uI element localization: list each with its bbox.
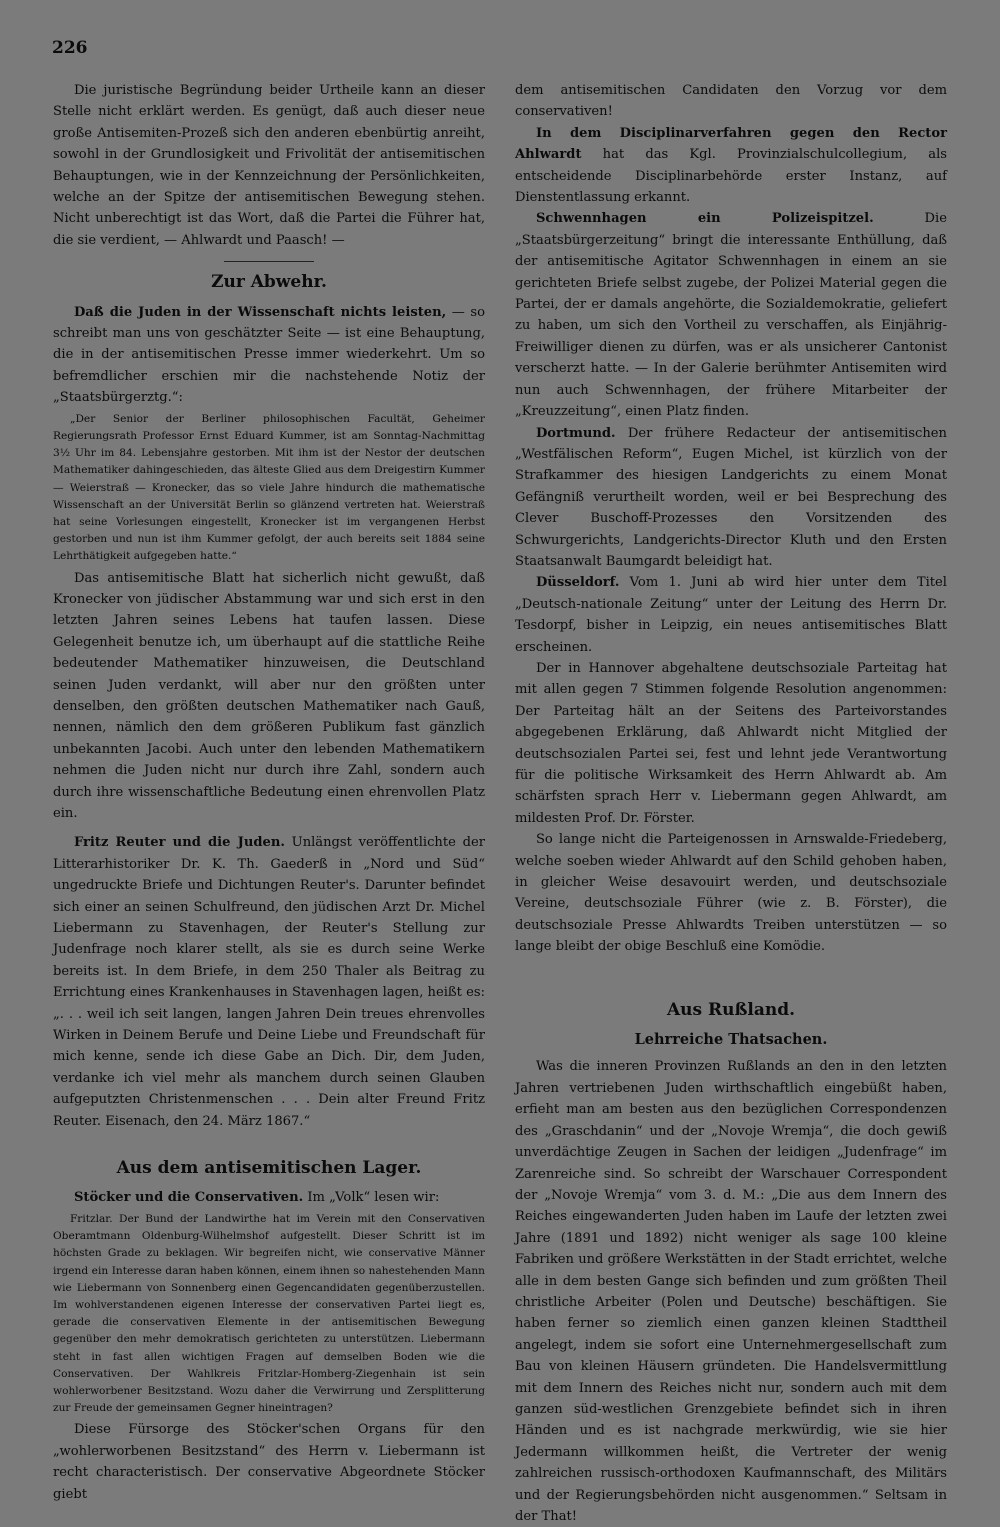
section-title-aus-russland: Aus Rußland. bbox=[666, 999, 796, 1020]
paragraph-verdict: Die juristische Begründung beider Urtheile kann an dieser Stelle nicht erklärt werden. Es genügt, daß auch dieser neue große Antisemiten-Prozeß sich den anderen ebenbürtig anreiht, sowohl in der Grundlosigkeit und Frivolität der antisemitischen Behauptungen, wie in der Kennzeichnung der Persönlichkeiten, welche an der Spitze der antisemitischen Bewegung stehen. Nicht unberechtigt ist das Wort, daß die Partei die Führer hat, die sie verdient, — Ahlwardt und Paasch! — bbox=[53, 83, 485, 248]
paragraph-schwennhagen bbox=[515, 208, 947, 422]
paragraph-lead: Düsseldorf. bbox=[535, 575, 620, 591]
quote-kummer-obituary: „Der Senior der Berliner philosophischen Facultät, Geheimer Regierungsrath Professor Ernst Eduard Kummer, ist am Sonntag-Nachmittag 3½ Uhr im 84. Lebensjahre gestorben. Mit ihm ist der Nestor der deutschen Mathematiker dahingeschieden, das älteste Glied aus dem Dreigestirn Kummer — Weierstraß — Kronecker, das so viele Jahre hindurch die mathematische Wissenschaft an der Universität Berlin so glänzend vertreten hat. Weierstraß hat seine Vorlesungen eingestellt, Kronecker ist im vergangenen Herbst gestorben und nun ist ihm Kummer gefolgt, der auch bereits seit 1884 seine Lehrthätigkeit aufgegeben hatte.“ bbox=[53, 412, 485, 563]
paragraph-lead: Schwennhagen ein Polizeispitzel. bbox=[535, 211, 874, 227]
paragraph-body: hat das Kgl. Provinzialschulcollegium, als entscheidende Disciplinarbehörde erster Instanz, auf Dienstentlassung erkannt. bbox=[515, 147, 947, 206]
paragraph-lead: Fritz Reuter und die Juden. bbox=[73, 835, 285, 851]
section-title-zur-abwehr: Zur Abwehr. bbox=[211, 272, 327, 293]
paragraph-body: Unlängst veröffentlichte der Litterarhistoriker Dr. K. Th. Gaederß in „Nord und Süd“ ungedruckte Briefe und Dichtungen Reuter's. Darunter befindet sich einer an seinen Schulfreund, den jüdischen Arzt Dr. Michel Liebermann zu Stavenhagen, der Reuter's Stellung zur Judenfrage noch klarer stellt, als sie es durch seine Werke bereits ist. In dem Briefe, in dem 250 Thaler als Beitrag zu Errichtung eines Krankenhauses in Stavenhagen lagen, heißt es: „. . . weil ich seit langen, langen Jahren Dein treues ehrenvolles Wirken in Deinem Berufe und Deine Liebe und Freundschaft für mich kenne, sende ich diese Gabe an Dich. Dir, dem Juden, verdanke ich viel mehr als manchem durch seinen Glauben aufgeputzten Christenmenschen . . . Dein alter Freund Fritz Reuter. Eisenach, den 24. März 1867.“ bbox=[53, 835, 485, 1129]
paragraph-parteitag: Der in Hannover abgehaltene deutschsoziale Parteitag hat mit allen gegen 7 Stimmen folgende Resolution angenommen: Der Parteitag hält an der Seitens des Parteivorstandes abgegebenen Erklärung, daß Ahlwardt nicht Mitglied der deutschsozialen Partei sei, fest und lehnt jede Verantwortung für die politische Wirksamkeit des Herrn Ahlwardt ab. Am schärfsten sprach Herr v. Liebermann gegen Ahlwardt, am mildesten Prof. Dr. Förster. bbox=[515, 660, 947, 826]
paragraph-body: Der frühere Redacteur der antisemitischen „Westfälischen Reform“, Eugen Michel, ist kürzlich von der Strafkammer des hiesigen Landgerichts zu einem Monat Gefängniß verurtheilt worden, weil er bei Besprechung des Clever Buschoff-Prozesses den Vorsitzenden des Schwurgerichts, Landgerichts-Director Kluth und den Ersten Staatsanwalt Baumgardt beleidigt hat. bbox=[515, 425, 947, 569]
section-title-antisemitisches-lager: Aus dem antisemitischen Lager. bbox=[116, 1158, 422, 1179]
paragraph-lead: Dortmund. bbox=[535, 425, 616, 441]
page-number: 226 bbox=[52, 38, 88, 58]
paragraph-body: Vom 1. Juni ab wird hier unter dem Titel „Deutsch-nationale Zeitung“ unter der Leitung des Herrn Dr. Tesdorpf, bisher in Leipzig, ein neues antisemitisches Blatt erscheinen. bbox=[515, 575, 947, 655]
paragraph-continuation: dem antisemitischen Candidaten den Vorzug vor dem conservativen! bbox=[515, 83, 947, 120]
paragraph-lead: In dem Disciplinarverfahren gegen den Rector Ahlwardt bbox=[515, 125, 947, 163]
paragraph-fuersorge: Diese Fürsorge des Stöcker'schen Organs für den „wohlerworbenen Besitzstand“ des Herrn v. Liebermann ist recht characteristisch. Der conservative Abgeordnete Stöcker giebt bbox=[53, 1422, 485, 1502]
section-divider bbox=[224, 261, 314, 262]
paragraph-wissenschaft bbox=[53, 302, 485, 409]
paragraph-body: — so schreibt man uns von geschätzter Seite — ist eine Behauptung, die in der antisemitischen Presse immer wiederkehrt. Um so befremdlicher erschien mir die nachstehende Notiz der „Staatsbürgerztg.“: bbox=[53, 304, 485, 406]
paragraph-kronecker: Das antisemitische Blatt hat sicherlich nicht gewußt, daß Kronecker von jüdischer Abstammung war und sich erst in den letzten Jahren seines Lebens hat taufen lassen. Diese Gelegenheit benutze ich, um überhaupt auf die stattliche Reihe bedeutender Mathematiker hinzuweisen, die Deutschland seinen Juden verdankt, will aber nur den größten unter denselben, den größten deutschen Mathematiker nach Gauß, nennen, nämlich den dem größeren Publikum fast gänzlich unbekannten Jacobi. Auch unter den lebenden Mathematikern nehmen die Juden nicht nur durch ihre Zahl, sondern auch durch ihre wissenschaftliche Bedeutung einen ehrenvollen Platz ein. bbox=[53, 570, 485, 821]
right-column bbox=[515, 80, 947, 1527]
paragraph-body: Im „Volk“ lesen wir: bbox=[303, 1190, 440, 1206]
paragraph-fritz-reuter bbox=[53, 832, 485, 1132]
paragraph-body: Die „Staatsbürgerzeitung“ bringt die interessante Enthüllung, daß der antisemitische Agitator Schwennhagen in einem an sie gerichteten Briefe selbst zugebe, der Polizei Material gegen die Partei, der er damals angehörte, die Sozialdemokratie, geliefert zu haben, um sich den Vortheil zu verschaffen, als Einjährig-Freiwilliger dienen zu dürfen, was er als unsicherer Cantonist verscherzt hatte. — In der Galerie berühmter Antisemiten wird nun auch Schwennhagen, der frühere Mitarbeiter der „Kreuzzeitung“, einen Platz finden. bbox=[515, 211, 947, 420]
paragraph-lead: Daß die Juden in der Wissenschaft nichts leisten, bbox=[73, 304, 447, 320]
paragraph-arnswalde: So lange nicht die Parteigenossen in Arnswalde-Friedeberg, welche soeben wieder Ahlwardt auf den Schild gehoben haben, in gleicher Weise desavouirt werden, und deutschsoziale Vereine, deutschsoziale Führer (wie z. B. Förster), die deutschsoziale Presse Ahlwardts Treiben unterstützen — so lange bleibt der obige Beschluß eine Komödie. bbox=[515, 832, 947, 955]
paragraph-dortmund bbox=[515, 423, 947, 573]
left-column bbox=[53, 80, 485, 1505]
paragraph-stoecker bbox=[53, 1187, 485, 1208]
paragraph-russland: Was die inneren Provinzen Rußlands an den in den letzten Jahren vertriebenen Juden wirthschaftlich eingebüßt haben, erfieht man am besten aus den bezüglichen Correspondenzen des „Graschdanin“ und der „Novoje Wremja“, die doch gewiß unverdächtige Zeugen in Sachen der leidigen „Judenfrage“ im Zarenreiche sind. So schreibt der Warschauer Correspondent der „Novoje Wremja“ vom 3. d. M.: „Die aus dem Innern des Reiches eingewanderten Juden haben im Laufe der letzten zwei Jahre (1891 und 1892) nicht weniger als sage 100 kleine Fabriken und größere Werkstätten in der Stadt errichtet, welche alle in dem besten Gange sich befinden und zum größten Theil christliche Arbeiter (Polen und Deutsche) beschäftigen. Sie haben ferner so ziemlich einen ganzen kleinen Stadttheil angelegt, indem sie sofort eine Unternehmergesellschaft zum Bau von kleinen Häusern gründeten. Die Handelsvermittlung mit dem Innern des Reiches nicht nur, sondern auch mit dem ganzen süd-westlichen Grenzgebiete befindet sich in ihren Händen und es ist nachgrade merkwürdig, wie sie hier Jedermann willkommen heißt, die Vertreter der wenig zahlreichen russisch-orthodoxen Kaufmannschaft, des Militärs und der Regierungsbehörden nicht ausgenommen.“ Seltsam in der That! bbox=[515, 1059, 947, 1524]
section-subtitle: Lehrreiche Thatsachen. bbox=[634, 1031, 828, 1049]
paragraph-ahlwardt-discipline bbox=[515, 123, 947, 209]
quote-fritzlar: Fritzlar. Der Bund der Landwirthe hat im Verein mit den Conservativen Oberamtmann Oldenburg-Wilhelmshof aufgestellt. Dieser Schritt ist im höchsten Grade zu beklagen. Wir begreifen nicht, wie conservative Männer irgend ein Interesse daran haben können, einem ihnen so nahestehenden Mann wie Liebermann von Sonnenberg einen Gegencandidaten gegenüberzustellen. Im wohlverstandenen eigenen Interesse der conservativen Partei liegt es, gerade die conservativen Elemente in der antisemitischen Bewegung gegenüber den mehr demokratisch gerichteten zu unterstützen. Liebermann steht in fast allen wichtigen Fragen auf demselben Boden wie die Conservativen. Der Wahlkreis Fritzlar-Homberg-Ziegenhain ist sein wohlerworbener Besitzstand. Wozu daher die Verwirrung und Zersplitterung zur Freude der gemeinsamen Gegner hineintragen? bbox=[53, 1212, 485, 1415]
paragraph-duesseldorf bbox=[515, 572, 947, 658]
paragraph-lead: Stöcker und die Conservativen. bbox=[73, 1190, 304, 1206]
